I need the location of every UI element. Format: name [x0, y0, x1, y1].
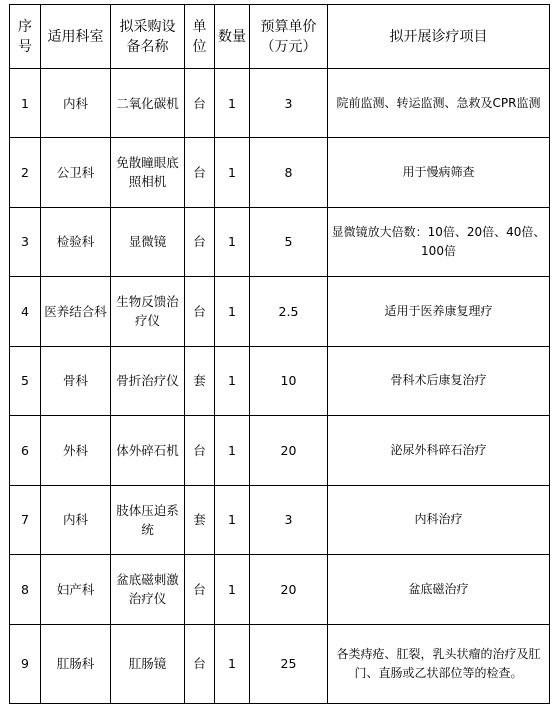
cell-unit: 台: [185, 416, 215, 486]
cell-quantity: 1: [215, 346, 250, 416]
header-equipment: 拟采购设备名称: [111, 5, 185, 69]
cell-project: 用于慢病筛查: [328, 138, 550, 208]
cell-project: 盆底磁治疗: [328, 555, 550, 625]
header-budget: 预算单价（万元）: [250, 5, 328, 69]
cell-equipment: 盆底磁刺激治疗仪: [111, 555, 185, 625]
cell-index: 6: [10, 416, 41, 486]
cell-budget: 20: [250, 555, 328, 625]
cell-index: 2: [10, 138, 41, 208]
cell-quantity: 1: [215, 207, 250, 277]
cell-budget: 10: [250, 346, 328, 416]
cell-index: 9: [10, 624, 41, 703]
cell-index: 5: [10, 346, 41, 416]
cell-quantity: 1: [215, 555, 250, 625]
cell-index: 8: [10, 555, 41, 625]
cell-department: 内科: [41, 69, 111, 138]
cell-department: 内科: [41, 485, 111, 555]
cell-quantity: 1: [215, 416, 250, 486]
cell-project: 骨科术后康复治疗: [328, 346, 550, 416]
table-row: [10, 69, 550, 138]
cell-project: 泌尿外科碎石治疗: [328, 416, 550, 486]
procurement-table: [9, 4, 550, 704]
cell-unit: 套: [185, 485, 215, 555]
cell-equipment: 肢体压迫系统: [111, 485, 185, 555]
cell-quantity: 1: [215, 69, 250, 138]
cell-index: 3: [10, 207, 41, 277]
cell-budget: 20: [250, 416, 328, 486]
cell-budget: 25: [250, 624, 328, 703]
cell-department: 骨科: [41, 346, 111, 416]
cell-unit: 台: [185, 69, 215, 138]
header-quantity: 数量: [215, 5, 250, 69]
table-row: [10, 555, 550, 625]
header-index: 序号: [10, 5, 41, 69]
cell-project: 各类痔疮、肛裂，乳头状瘤的治疗及肛门、直肠或乙状部位等的检查。: [328, 624, 550, 703]
cell-unit: 台: [185, 138, 215, 208]
header-project: 拟开展诊疗项目: [328, 5, 550, 69]
table-row: [10, 624, 550, 703]
table-row: [10, 416, 550, 486]
table-row: [10, 207, 550, 277]
cell-equipment: 显微镜: [111, 207, 185, 277]
table-row: [10, 485, 550, 555]
cell-equipment: 生物反馈治疗仪: [111, 277, 185, 347]
cell-department: 检验科: [41, 207, 111, 277]
table-row: [10, 346, 550, 416]
header-row: [10, 5, 550, 69]
cell-project: 内科治疗: [328, 485, 550, 555]
cell-project: 适用于医养康复理疗: [328, 277, 550, 347]
cell-department: 妇产科: [41, 555, 111, 625]
cell-budget: 3: [250, 69, 328, 138]
cell-department: 医养结合科: [41, 277, 111, 347]
cell-equipment: 免散瞳眼底照相机: [111, 138, 185, 208]
cell-unit: 套: [185, 346, 215, 416]
cell-department: 公卫科: [41, 138, 111, 208]
cell-unit: 台: [185, 207, 215, 277]
cell-equipment: 体外碎石机: [111, 416, 185, 486]
cell-department: 肛肠科: [41, 624, 111, 703]
table-row: [10, 138, 550, 208]
cell-budget: 2.5: [250, 277, 328, 347]
cell-unit: 台: [185, 277, 215, 347]
table-row: [10, 277, 550, 347]
cell-index: 1: [10, 69, 41, 138]
header-department: 适用科室: [41, 5, 111, 69]
cell-budget: 8: [250, 138, 328, 208]
cell-quantity: 1: [215, 624, 250, 703]
cell-index: 4: [10, 277, 41, 347]
cell-budget: 3: [250, 485, 328, 555]
cell-quantity: 1: [215, 277, 250, 347]
cell-quantity: 1: [215, 138, 250, 208]
header-unit: 单位: [185, 5, 215, 69]
cell-equipment: 二氧化碳机: [111, 69, 185, 138]
cell-project: 显微镜放大倍数：10倍、20倍、40倍、100倍: [328, 207, 550, 277]
cell-unit: 台: [185, 624, 215, 703]
cell-quantity: 1: [215, 485, 250, 555]
cell-equipment: 肛肠镜: [111, 624, 185, 703]
cell-department: 外科: [41, 416, 111, 486]
cell-equipment: 骨折治疗仪: [111, 346, 185, 416]
cell-index: 7: [10, 485, 41, 555]
cell-budget: 5: [250, 207, 328, 277]
cell-project: 院前监测、转运监测、急救及CPR监测: [328, 69, 550, 138]
cell-unit: 台: [185, 555, 215, 625]
